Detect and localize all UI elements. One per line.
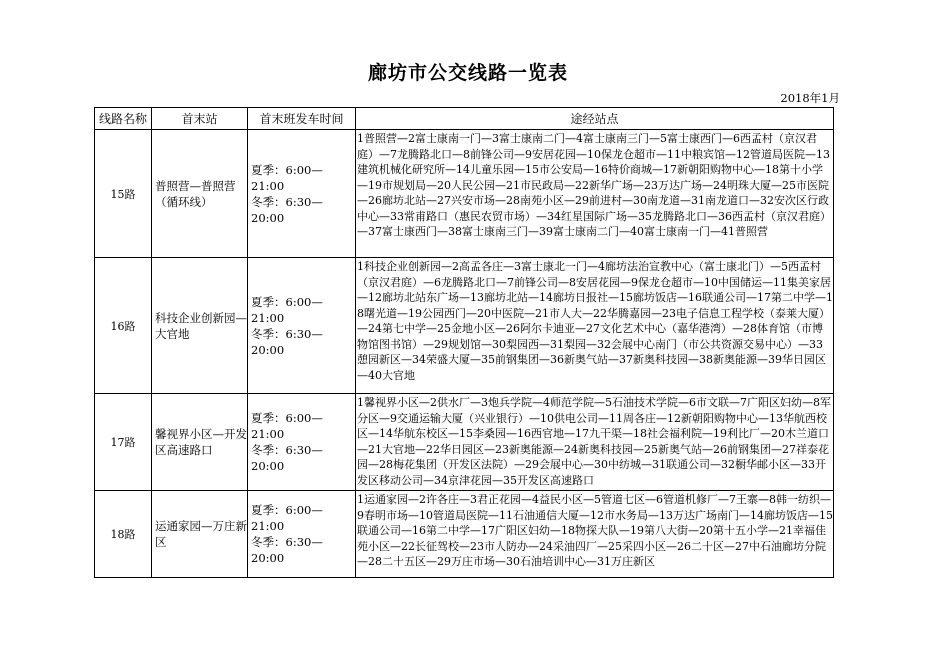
table-row — [95, 491, 834, 578]
route-stops-cell — [356, 130, 834, 258]
header-stops: 途经站点 — [356, 108, 834, 130]
date-label: 2018年1月 — [780, 91, 840, 105]
route-stops-cell — [356, 491, 834, 578]
winter-time: 冬季：6:30—20:00 — [251, 535, 323, 565]
summer-time: 夏季：6:00—21:00 — [251, 503, 323, 533]
page-title: 廊坊市公交线路一览表 — [367, 62, 568, 84]
route-schedule — [248, 491, 356, 578]
table-header-row — [95, 108, 834, 130]
table-row — [95, 394, 834, 491]
route-stops: 1普照营—2富士康南一门—3富士康南二门—4富士康南三门—5富士康西门—6西孟村（京汉君庭）—7龙腾路北口—8前锋公司—9安居花园—10保龙仓超市—11中粮宾馆—12管道局医院—13建筑机械化研究所—14儿童乐园—15市公安局—16特价商城—17新朝阳购物中心—18第十小学—19市规划局—20人民公园—21市民政局—22新华广场—23万达广场—24明珠大厦—25市医院—26廊坊北站—27兴安市场—28南苑小区—29前进村—30南龙道—31南龙道口—32安次区行政中心—33常甫路口（惠民农贸市场）—34红星国际广场—35龙腾路北口—36西孟村（京汉君庭）—37富士康西门—38富士康南三门—39富士康南二门—40富士康南一门—41普照营 — [357, 132, 831, 238]
table-row — [95, 130, 834, 258]
table-row — [95, 258, 834, 394]
route-name: 15路 — [95, 130, 152, 258]
route-terminals: 馨视界小区—开发区高速路口 — [152, 394, 248, 491]
summer-time: 夏季：6:00—21:00 — [251, 294, 323, 325]
header-terminals: 首末站 — [152, 108, 248, 130]
route-stops: 1科技企业创新园—2高孟各庄—3富士康北一门—4廊坊法治宣教中心（富士康北门）—5西孟村（京汉君庭）—6龙腾路北口—7前锋公司—8安居花园—9保龙仓超市—10中国储运—11集美家居—12廊坊北站东广场—13廊坊北站—14廊坊日报社—15廊坊饭店—16联通公司—17第二中学—18曙光道—19公园西门—20中医院—21市人大—22华腾嘉园—23电子信息工程学校（泰莱大厦）—24第七中学—25金地小区—26阿尔卡迪亚—27文化艺术中心（嘉华港湾）—28体育馆（市博物馆图书馆）—29规划馆—30梨园西—31梨园—32会展中心南门（市公共资源交易中心）—33憩园新区—34荣盛大厦—35前钢集团—36新奥气站—37新奥科技园—38新奥能源—39华日园区—40大官地 — [357, 260, 833, 382]
route-stops-cell — [356, 394, 834, 491]
route-terminals: 运通家园—万庄新区 — [152, 491, 248, 578]
route-schedule — [248, 130, 356, 258]
route-stops: 1运通家园—2许各庄—3君正花园—4益民小区—5管道七区—6管道机修厂—7王寨—8韩一纺织—9春明市场—10管道局医院—11石油通信大厦—12市水务局—13万达广场南门—14廊坊饭店—15联通公司—16第二中学—17广阳区妇幼—18物探大队—19第八大街—20第十五小学—21幸福佳苑小区—22长征驾校—23市人防办—24采油四厂—25采四小区—26二十区—27中石油廊坊分院—28二十五区—29万庄市场—30石油培训中心—31万庄新区 — [357, 493, 833, 568]
route-name: 18路 — [95, 491, 152, 578]
route-name: 16路 — [95, 258, 152, 394]
summer-time: 夏季：6:00—21:00 — [251, 411, 323, 441]
route-schedule — [248, 394, 356, 491]
header-schedule: 首末班发车时间 — [248, 108, 356, 130]
route-terminals: 科技企业创新园—大官地 — [152, 258, 248, 394]
route-name: 17路 — [95, 394, 152, 491]
winter-time: 冬季：6:30—20:00 — [251, 194, 323, 225]
route-schedule — [248, 258, 356, 394]
bus-route-table — [94, 107, 834, 578]
summer-time: 夏季：6:00—21:00 — [251, 162, 323, 193]
route-terminals: 普照营—普照营（循环线） — [152, 130, 248, 258]
winter-time: 冬季：6:30—20:00 — [251, 443, 323, 473]
route-stops-cell — [356, 258, 834, 394]
route-stops: 1馨视界小区—2供水厂—3炮兵学院—4师范学院—5石油技术学院—6市文联—7广阳区妇幼—8军分区—9交通运输大厦（兴业银行）—10供电公司—11周各庄—12新朝阳购物中心—13华航西校区—14华航东校区—15李桑园—16西官地—17九干渠—18社会福利院—19利比厂—20木兰道口—21大官地—22华日园区—23新奥能源—24新奥科技园—25新奥气站—26前钢集团—27祥泰花园—28梅花集团（开发区法院）—29会展中心—30中纺城—31联通公司—32橱华邮小区—33开发区移动公司—34京津花园—35开发区高速路口 — [357, 396, 831, 487]
winter-time: 冬季：6:30—20:00 — [251, 326, 323, 357]
header-route: 线路名称 — [95, 108, 152, 130]
